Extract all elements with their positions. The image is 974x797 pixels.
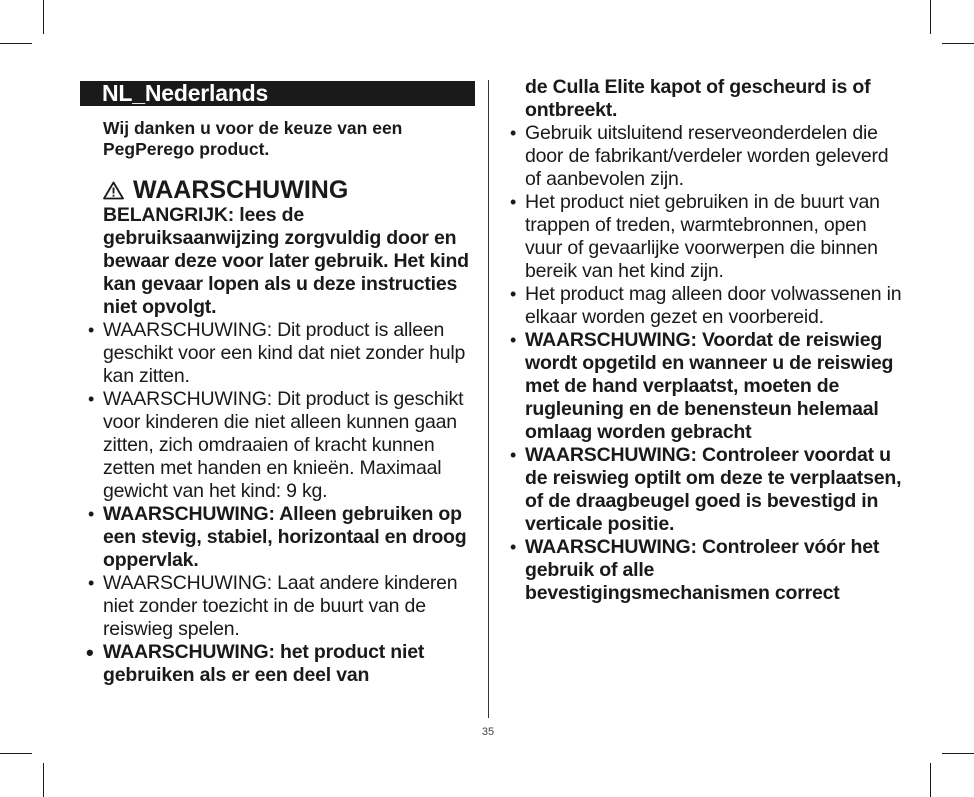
language-label: NL_Nederlands — [102, 80, 269, 106]
list-item: • WAARSCHUWING: Dit product is geschikt voor kinderen die niet alleen kunnen gaan zitten, zich omdraaien of kracht kunnen zetten met handen en knieën. Maximaal gewicht van het kind: 9 kg. — [103, 388, 475, 503]
crop-mark-top-left-horizontal — [0, 43, 32, 44]
list-item: • Gebruik uitsluitend reserveonderdelen die door de fabrikant/verdeler worden geleverd of aanbevolen zijn. — [525, 122, 903, 191]
right-column — [525, 76, 903, 605]
crop-mark-top-left-vertical — [43, 0, 44, 34]
crop-mark-bottom-right-horizontal — [942, 753, 974, 754]
left-warning-list — [103, 319, 475, 687]
list-item: • WAARSCHUWING: Alleen gebruiken op een stevig, stabiel, horizontaal en droog oppervlak. — [103, 503, 475, 572]
list-item: • WAARSCHUWING: Controleer voordat u de reiswieg optilt om deze te verplaatsen, of de draagbeugel goed is bevestigd in verticale positie. — [525, 444, 903, 536]
continued-warning-text: de Culla Elite kapot of gescheurd is of ontbreekt. — [525, 76, 871, 121]
list-item: • WAARSCHUWING: Dit product is alleen geschikt voor een kind dat niet zonder hulp kan zitten. — [103, 319, 475, 388]
crop-mark-bottom-left-vertical — [43, 763, 44, 797]
language-header-bar — [80, 81, 475, 106]
important-notice: BELANGRIJK: lees de gebruiksaanwijzing zorgvuldig door en bewaar deze voor later gebruik. Het kind kan gevaar lopen als u deze instructies niet opvolgt. — [103, 204, 469, 318]
list-item: • Het product niet gebruiken in de buurt van trappen of treden, warmtebronnen, open vuur of gevaarlijke voorwerpen die binnen bereik van het kind zijn. — [525, 191, 903, 283]
crop-mark-bottom-right-vertical — [930, 763, 931, 797]
column-divider — [488, 80, 489, 718]
warning-title-text: WAARSCHUWING — [133, 176, 349, 204]
right-warning-list — [525, 122, 903, 605]
crop-mark-top-right-vertical — [930, 0, 931, 34]
list-item: • WAARSCHUWING: het product niet gebruiken als er een deel van — [103, 641, 475, 687]
list-item: • WAARSCHUWING: Controleer vóór het gebruik of alle bevestigingsmechanismen correct — [525, 536, 903, 605]
crop-mark-top-right-horizontal — [942, 43, 974, 44]
list-item: • WAARSCHUWING: Laat andere kinderen niet zonder toezicht in de buurt van de reiswieg spelen. — [103, 572, 475, 641]
left-column — [103, 118, 475, 687]
warning-title — [103, 176, 475, 204]
list-item: • WAARSCHUWING: Voordat de reiswieg wordt opgetild en wanneer u de reiswieg met de hand verplaatst, moeten de rugleuning en de benensteun helemaal omlaag worden gebracht — [525, 329, 903, 444]
page-number: 35 — [481, 726, 495, 738]
intro-text: Wij danken u voor de keuze van een PegPerego product. — [103, 118, 403, 159]
crop-mark-bottom-left-horizontal — [0, 753, 32, 754]
list-item: • Het product mag alleen door volwassenen in elkaar worden gezet en voorbereid. — [525, 283, 903, 329]
warning-triangle-icon — [103, 181, 124, 200]
